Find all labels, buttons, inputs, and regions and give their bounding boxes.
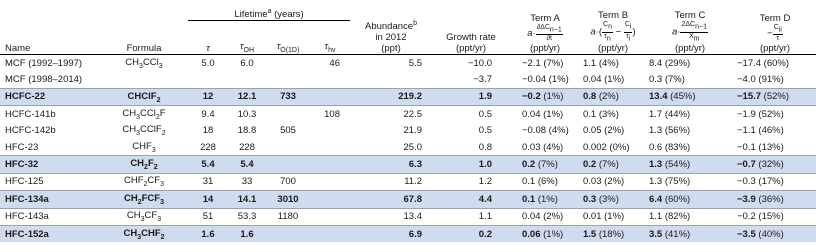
table-row <box>0 156 816 173</box>
table-row <box>0 106 816 123</box>
lifetime-tau: 31 <box>188 173 228 190</box>
growth-rate: 1.1 <box>432 208 510 225</box>
table-row <box>0 208 816 225</box>
termA-value: −0.04 (1%) <box>522 74 569 86</box>
termD-value: −4.0 (91%) <box>737 74 784 86</box>
lifetime-tau-o1d: 1180 <box>266 208 310 225</box>
termB-value: 0.01 (1%) <box>580 208 646 225</box>
termB-value: 0.3 (3%) <box>580 191 646 208</box>
table-row <box>0 173 816 190</box>
growth-rate: 0.5 <box>432 106 510 123</box>
lifetime-tau: 14 <box>188 191 228 208</box>
termC-value: 1.7 (44%) <box>646 106 734 123</box>
lifetime-tau-oh: 1.6 <box>228 225 266 242</box>
compound-formula <box>100 71 188 88</box>
lifetime-tau-oh: 10.3 <box>228 106 266 123</box>
compound-name: HFC-134a <box>0 191 100 208</box>
abundance-value: 67.8 <box>350 191 432 208</box>
lifetime-tau-oh: 6.0 <box>240 57 254 69</box>
lifetime-tau-o1d <box>266 55 310 72</box>
compound-name: HCFC-142b <box>5 125 56 137</box>
abundance-value: 6.9 <box>350 225 432 242</box>
table-row <box>0 191 816 208</box>
growth-header: Growth rate (ppt/yr) <box>446 32 496 54</box>
tau-header: τ <box>206 43 210 54</box>
abundance-value: 6.3 <box>350 156 432 173</box>
termD-value: −17.4 (60%) <box>737 57 790 69</box>
abundance-header: Abundance$^b$ in 2012 (ppt) <box>365 19 417 54</box>
termB-value: 0.2 (7%) <box>580 156 646 173</box>
termB-value: 1.5 (18%) <box>580 225 646 242</box>
termC-value: 3.5 (41%) <box>646 225 734 242</box>
compound-formula: CHClF$_2$ <box>100 88 188 105</box>
termB-header: Term B a·( $\frac{Cn}{\tau n}$ − $\frac{Ci}{\tau i}$ ) (ppt/yr) <box>590 10 636 54</box>
termA-value: 0.1 (1%) <box>510 191 580 208</box>
lifetime-tau-hv <box>310 123 350 139</box>
compound-formula: $CHF_3$ <box>132 140 156 154</box>
compound-name: HFC-125 <box>0 173 100 190</box>
tau-hv-header: $\tau_{hv}$ <box>324 41 336 54</box>
termC-value: 1.1 (82%) <box>646 208 734 225</box>
lifetime-tau-oh <box>228 71 266 88</box>
growth-rate: 0.2 <box>432 225 510 242</box>
compound-formula: $CH_3CHF_2$ <box>100 225 188 242</box>
compound-name: MCF (1992–1997) <box>5 57 83 69</box>
growth-rate: 0.5 <box>478 125 492 137</box>
termC-value: 6.4 (60%) <box>646 191 734 208</box>
compound-name: HFC-23 <box>5 141 39 153</box>
lifetime-tau-o1d <box>266 71 310 88</box>
abundance-value: 5.5 <box>408 57 422 69</box>
termD-value: −15.7 (52%) <box>734 88 816 105</box>
growth-rate: 1.9 <box>432 88 510 105</box>
termB-value: 0.8 (2%) <box>580 88 646 105</box>
compound-name: HFC-32 <box>0 156 100 173</box>
compound-formula: $CH_3CClF_2$ <box>122 124 166 138</box>
compound-formula: $CH_2F_2$ <box>100 156 188 173</box>
termC-value: 1.3 (75%) <box>646 173 734 190</box>
termD-value: −0.7 (32%) <box>734 156 816 173</box>
termD-value: −1.9 (52%) <box>734 106 816 123</box>
growth-rate: 1.2 <box>432 173 510 190</box>
lifetime-tau-hv <box>310 71 350 88</box>
lifetime-tau: 1.6 <box>188 225 228 242</box>
table-row <box>0 225 816 242</box>
lifetime-tau-hv <box>310 191 350 208</box>
compound-name: HFC-143a <box>0 208 100 225</box>
lifetime-tau-oh: 18.8 <box>237 125 257 137</box>
termB-value: 0.05 (2%) <box>583 125 625 137</box>
termA-value: 0.04 (2%) <box>510 208 580 225</box>
abundance-value <box>350 71 432 88</box>
lifetime-tau-hv: 108 <box>310 106 350 123</box>
lifetime-tau-oh: 228 <box>239 141 255 153</box>
termD-value: −3.9 (36%) <box>734 191 816 208</box>
termD-value: −3.5 (40%) <box>734 225 816 242</box>
lifetime-tau-hv <box>310 139 350 156</box>
termD-header: Term D − $\frac{\text{Cii}}{\tau}$ (ppt/yr) <box>759 12 791 54</box>
lifetime-tau-hv <box>310 173 350 190</box>
growth-rate: 0.8 <box>478 141 492 153</box>
tau-oh-header: $\tau_{OH}$ <box>239 41 255 54</box>
lifetime-tau-oh: 14.1 <box>228 191 266 208</box>
lifetime-tau-o1d: 733 <box>266 88 310 105</box>
lifetime-tau <box>188 71 228 88</box>
growth-rate: 1.0 <box>432 156 510 173</box>
termD-value: −1.1 (46%) <box>737 125 784 137</box>
table-row <box>0 55 816 72</box>
abundance-value: 22.5 <box>350 106 432 123</box>
termC-value: 1.3 (56%) <box>649 125 691 137</box>
compound-formula: $CH_3CF_3$ <box>100 208 188 225</box>
lifetime-tau: 228 <box>200 141 216 153</box>
lifetime-tau-o1d <box>266 139 310 156</box>
termC-value: 8.4 (29%) <box>649 57 691 69</box>
termB-value: 0.03 (2%) <box>580 173 646 190</box>
name-header: Name <box>5 43 31 54</box>
termC-value: 1.3 (54%) <box>646 156 734 173</box>
termC-header: Term C a· $\frac{\text{2ΔCn−1}}{Xm}$ (ppt/yr) <box>672 10 707 54</box>
compound-name: HFC-152a <box>0 225 100 242</box>
termA-value: 0.03 (4%) <box>522 141 564 153</box>
lifetime-tau-oh: 53.3 <box>228 208 266 225</box>
lifetime-tau-oh: 5.4 <box>228 156 266 173</box>
table-body <box>0 55 816 243</box>
lifetime-tau-hv <box>310 225 350 242</box>
lifetime-tau-hv: 46 <box>329 57 340 69</box>
termB-value: 0.002 (0%) <box>583 141 630 153</box>
lifetime-tau-hv <box>310 88 350 105</box>
tau-o1d-header: $\tau_{O(1D)}$ <box>276 41 300 54</box>
growth-rate: 4.4 <box>432 191 510 208</box>
termA-value: −0.08 (4%) <box>522 125 569 137</box>
growth-rate: −3.7 <box>473 74 492 86</box>
lifetime-tau-o1d: 505 <box>280 125 296 137</box>
termA-value: 0.04 (1%) <box>510 106 580 123</box>
termA-value: −2.1 (7%) <box>522 57 564 69</box>
termD-value: −0.1 (13%) <box>737 141 784 153</box>
abundance-value: 13.4 <box>350 208 432 225</box>
termC-value: 0.6 (83%) <box>649 141 691 153</box>
termC-value: 0.3 (7%) <box>649 74 685 86</box>
abundance-value: 21.9 <box>403 125 422 137</box>
lifetime-tau: 5.4 <box>188 156 228 173</box>
termB-value: 1.1 (4%) <box>583 57 619 69</box>
termA-header: Term A a· $\frac{\text{∂ΔCn−1}}{\partial t}$ (ppt/yr) <box>527 12 562 54</box>
compound-formula: $CHF_2CF_3$ <box>100 173 188 190</box>
lifetime-tau: 18 <box>202 125 214 137</box>
lifetime-tau-o1d <box>266 225 310 242</box>
termC-value: 13.4 (45%) <box>646 88 734 105</box>
table-row <box>0 139 816 156</box>
lifetime-tau: 5.0 <box>201 57 215 69</box>
lifetime-tau-o1d <box>266 106 310 123</box>
termA-value: −0.2 (1%) <box>510 88 580 105</box>
lifetime-tau-hv <box>310 208 350 225</box>
termB-value: 0.04 (1%) <box>583 74 625 86</box>
lifetime-tau: 9.4 <box>188 106 228 123</box>
lifetime-tau-o1d: 3010 <box>266 191 310 208</box>
lifetime-tau-oh: 12.1 <box>228 88 266 105</box>
abundance-value: 25.0 <box>403 141 422 153</box>
compound-name: HCFC-22 <box>0 88 100 105</box>
termD-value: −0.3 (17%) <box>734 173 816 190</box>
compound-formula: $CH_3CCl_3$ <box>125 56 163 70</box>
lifetime-tau-hv <box>310 156 350 173</box>
lifetime-tau: 51 <box>188 208 228 225</box>
lifetime-header: Lifetime$^a$ (years) <box>188 0 350 21</box>
termB-value: 0.1 (3%) <box>580 106 646 123</box>
table-row <box>0 71 816 88</box>
formula-header: Formula <box>126 43 162 54</box>
termA-value: 0.2 (7%) <box>510 156 580 173</box>
abundance-value: 11.2 <box>350 173 432 190</box>
table-row <box>0 123 816 139</box>
compound-name: MCF (1998–2014) <box>5 74 83 86</box>
lifetime-tau-oh: 33 <box>228 173 266 190</box>
compound-name: HCFC-141b <box>0 106 100 123</box>
termA-value: 0.1 (6%) <box>510 173 580 190</box>
compound-formula: $CH_2FCF_3$ <box>100 191 188 208</box>
table-row <box>0 88 816 105</box>
termA-value: 0.06 (1%) <box>510 225 580 242</box>
compound-formula: $CH_3CCl_2F$ <box>100 106 188 123</box>
termD-value: −0.2 (15%) <box>734 208 816 225</box>
lifetime-tau: 12 <box>188 88 228 105</box>
lifetime-tau-o1d <box>266 156 310 173</box>
lifetime-tau-o1d: 700 <box>266 173 310 190</box>
abundance-value: 219.2 <box>350 88 432 105</box>
growth-rate: −10.0 <box>467 57 492 69</box>
